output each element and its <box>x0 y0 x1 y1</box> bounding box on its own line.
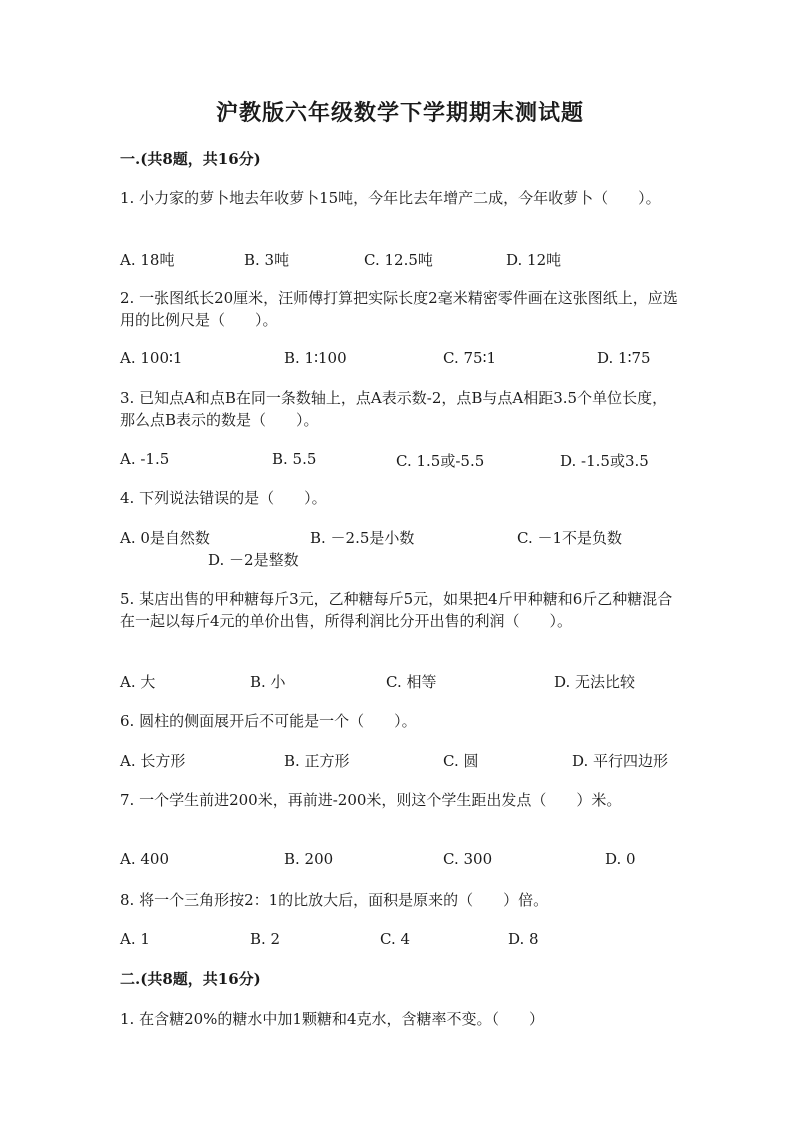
q3-option-b: B. 5.5 <box>272 450 317 468</box>
q5-option-c: C. 相等 <box>386 673 437 691</box>
section-heading: 一.(共8题，共16分) <box>120 150 261 168</box>
question-5-text: 5. 某店出售的甲种糖每斤3元，乙种糖每斤5元，如果把4斤甲种糖和6斤乙种糖混合在一起以每斤4元的单价出售，所得利润比分开出售的利润（ ）。 <box>120 590 673 630</box>
q4-option-c: C. －1不是负数 <box>517 529 623 547</box>
q6-option-a: A. 长方形 <box>120 752 186 770</box>
q8-option-b: B. 2 <box>250 930 281 948</box>
q7-option-a: A. 400 <box>120 850 169 868</box>
q8-option-c: C. 4 <box>380 930 411 948</box>
q2-option-c: C. 75∶1 <box>443 349 497 367</box>
section-heading: 二.(共8题，共16分) <box>120 970 261 988</box>
q5-option-b: B. 小 <box>250 673 286 691</box>
q8-option-d: D. 8 <box>508 930 539 948</box>
q7-option-c: C. 300 <box>443 850 493 868</box>
q7-option-b: B. 200 <box>284 850 334 868</box>
judgement-question-1-text: 1. 在含糖20%的糖水中加1颗糖和4克水，含糖率不变。（ ） <box>120 1010 545 1028</box>
question-3-text: 3. 已知点A和点B在同一条数轴上，点A表示数-2，点B与点A相距3.5个单位长度，那么点B表示的数是（ ）。 <box>120 389 668 429</box>
q6-option-b: B. 正方形 <box>284 752 350 770</box>
q2-option-d: D. 1∶75 <box>597 349 651 367</box>
q8-option-a: A. 1 <box>120 930 150 948</box>
q4-option-d: D. －2是整数 <box>208 551 299 569</box>
question-8-text: 8. 将一个三角形按2：1的比放大后，面积是原来的（ ）倍。 <box>120 891 549 909</box>
q3-option-c: C. 1.5或-5.5 <box>396 452 485 470</box>
page-title: 沪教版六年级数学下学期期末测试题 <box>215 100 584 126</box>
q1-option-b: B. 3吨 <box>244 251 290 269</box>
q2-option-a: A. 100∶1 <box>120 349 183 367</box>
q6-option-c: C. 圆 <box>443 752 479 770</box>
q7-option-d: D. 0 <box>605 850 636 868</box>
question-7-text: 7. 一个学生前进200米，再前进-200米，则这个学生距出发点（ ）米。 <box>120 791 622 809</box>
question-6-text: 6. 圆柱的侧面展开后不可能是一个（ ）。 <box>120 712 417 730</box>
question-1-text: 1. 小力家的萝卜地去年收萝卜15吨，今年比去年增产二成，今年收萝卜（ ）。 <box>120 189 661 207</box>
q5-option-a: A. 大 <box>120 673 156 691</box>
q6-option-d: D. 平行四边形 <box>572 752 669 770</box>
q1-option-c: C. 12.5吨 <box>364 251 433 269</box>
q4-option-b: B. －2.5是小数 <box>310 529 415 547</box>
q4-option-a: A. 0是自然数 <box>120 529 210 547</box>
q5-option-d: D. 无法比较 <box>554 673 636 691</box>
q3-option-d: D. -1.5或3.5 <box>560 452 649 470</box>
q1-option-d: D. 12吨 <box>506 251 562 269</box>
q1-option-a: A. 18吨 <box>120 251 175 269</box>
q2-option-b: B. 1∶100 <box>284 349 347 367</box>
q3-option-a: A. -1.5 <box>120 450 170 468</box>
question-4-text: 4. 下列说法错误的是（ ）。 <box>120 489 327 507</box>
question-2-text: 2. 一张图纸长20厘米，汪师傅打算把实际长度2毫米精密零件画在这张图纸上，应选用的比例尺是（ ）。 <box>120 289 678 329</box>
